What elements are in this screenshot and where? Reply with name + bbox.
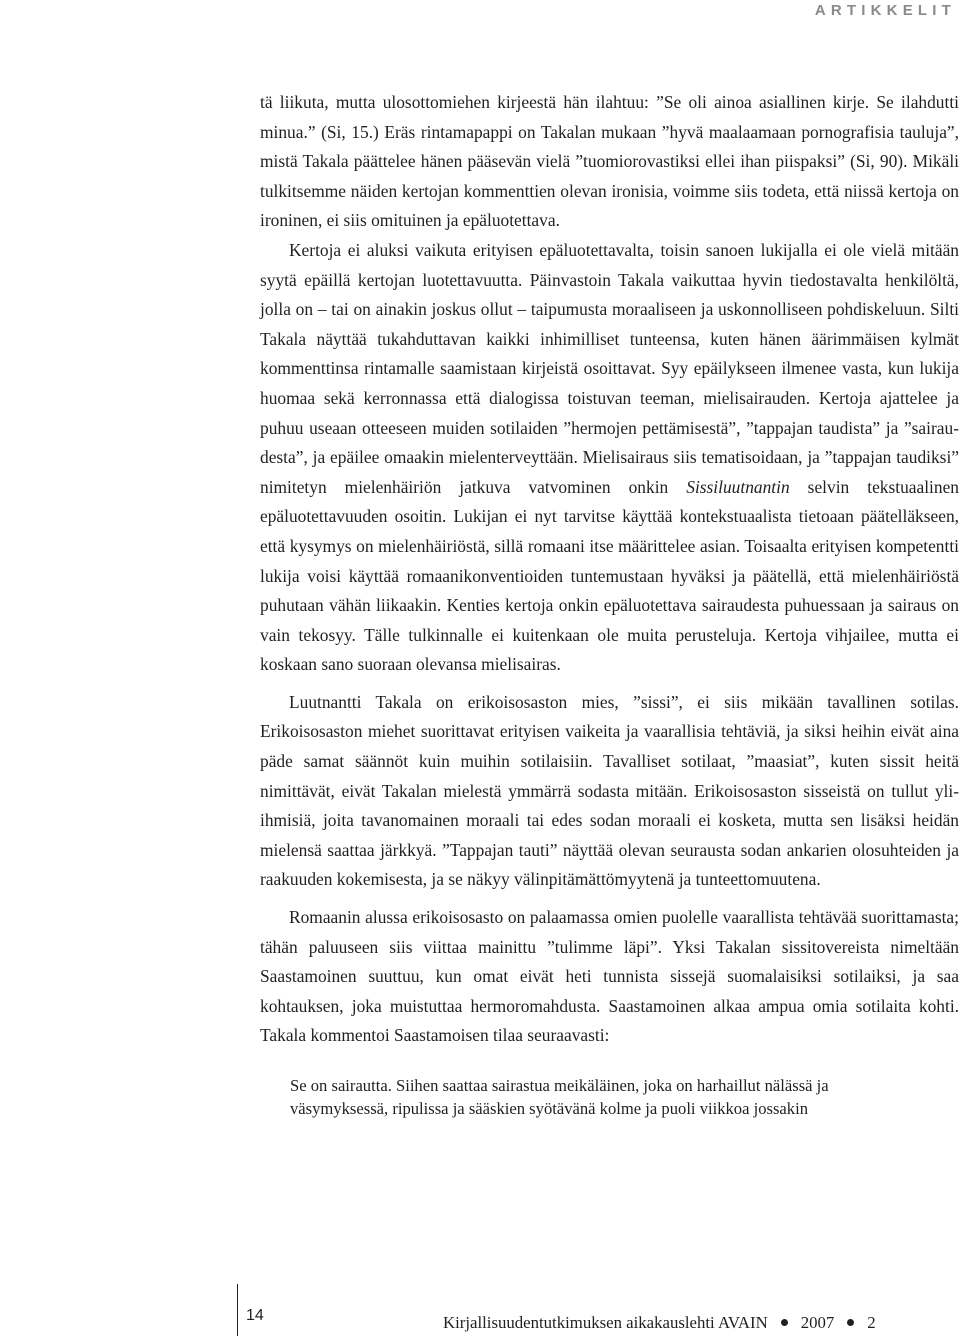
section-label: ARTIKKELIT xyxy=(814,2,956,19)
journal-year: 2007 xyxy=(800,1313,835,1332)
paragraph-text: Luutnantti Takala on erikoisosaston mies, ”sissi”, ei siis mikään tavallinen sotilas. Erikoisosaston miehet suorittavat erityisen vaikeita ja vaarallisia tehtäviä, ja siksi heihin eivät aina päde samat säännöt kuin muihin sotilaisiin. Tavalliset sotilaat, ”maasiat”, kuten sissit heitä nimittävät, eivät Takalan mielestä ymmärrä sodasta mitään. Erikoisosaston sisseistä on tullut yli-ihmisiä, joita tavanomainen moraali tai edes sodan moraali ei kosketa, mutta sen lisäksi heidän mielensä saattaa järkkyä. ”Tappajan tauti” näyttää olevan seurausta sodan ankarien olosuhteiden ja raakuuden kokemisesta, ja se näkyy välinpitämättömyytenä ja tunteettomuutena. xyxy=(260,691,959,890)
paragraph-text: tä liikuta, mutta ulosottomiehen kirjeestä hän ilahtuu: ”Se oli ainoa asiallinen kirje. Se ilahdutti minua.” (Si, 15.) Eräs rintamapappi on Takalan mukaan ”hyvä maalaamaan pornografisia tauluja”, mistä Takala päättelee hänen pääsevän vielä ”tuomiorovastiksi ellei ihan piispaksi” (Si, 90). Mikäli tulkitsemme näiden kertojan kommenttien olevan ironisia, voimme siis todeta, että niissä kertoja on ironinen, ei siis omituinen ja epäluotettava. xyxy=(260,92,959,231)
journal-issue: 2 xyxy=(867,1313,876,1332)
footer-divider xyxy=(237,1284,238,1336)
bullet-dot-icon xyxy=(847,1319,854,1326)
paragraph-2 xyxy=(260,236,959,680)
paragraph-text: selvin tekstuaalinen epäluotettavuuden osoitin. Lukijan ei nyt tarvitse käyttää kontekstuaalista tietoaan päätelläkseen, että kysymys on mielenhäiriöstä, sillä romaani itse määrittelee asian. Toisaalta erityisen kompetentti lukija voisi käyttää romaanikonventioiden tuntemustaan hyväksi ja päätellä, että mielenhäiriöstä puhutaan vähän liikaakin. Kenties kertoja onkin epäluotettava sairaudesta puhuessaan ja sairaus on vain tekosyy. Tälle tulkinnalle ei kuitenkaan ole muita perusteluja. Kertoja vihjailee, mutta ei koskaan sano suoraan olevansa mielisairas. xyxy=(260,476,959,675)
journal-name: Kirjallisuudentutkimuksen aikakauslehti AVAIN xyxy=(443,1313,768,1332)
book-title-italic: Sissiluutnantin xyxy=(686,476,790,497)
block-quote: Se on sairautta. Siihen saattaa sairastua meikäläinen, joka on harhaillut nälässä ja väsymyksessä, ripulissa ja sääskien syötävänä kolme ja puoli viikkoa jossakin xyxy=(290,1076,829,1118)
paragraph-4 xyxy=(260,903,959,1051)
paragraph-3 xyxy=(260,688,959,895)
paragraph-1 xyxy=(260,88,959,236)
article-body xyxy=(260,88,959,1120)
journal-footer xyxy=(443,1313,876,1333)
paragraph-text: Romaanin alussa erikoisosasto on palaamassa omien puolelle vaarallista tehtävää suorittamasta; tähän paluuseen siis viittaa mainittu ”tulimme läpi”. Yksi Takalan sissitovereista nimeltään Saastamoinen suuttuu, kun omat eivät heti tunnista sissejä suomalaisiksi sotilaiksi, ja saa kohtauksen, joka muistuttaa hermoromahdusta. Saastamoinen alkaa ampua omia sotilaita kohti. Takala kommentoi Saastamoisen tilaa seuraavasti: xyxy=(260,907,959,1046)
bullet-dot-icon xyxy=(781,1319,788,1326)
page-number: 14 xyxy=(246,1307,264,1324)
paragraph-text: Kertoja ei aluksi vaikuta erityisen epäluotettavalta, toisin sanoen lukijalla ei ole vielä mitään syytä epäillä kertojan luotettavuutta. Päinvastoin Takala vaikuttaa hyvin tiedostavalta henkilöltä, jolla on – tai on ainakin joskus ollut – taipumusta moraaliseen ja uskonnolliseen pohdiskeluun. Silti Takala näyttää tukahduttavan kaikki inhimilliset tunteensa, kuten hänen äärimmäisen kylmät kommenttinsa rintamalle saamistaan kirjeistä osoittavat. Syy epäilykseen ilmenee vasta, kun lukija huomaa sekä kerronnassa että dialogissa toistuvan teeman, mielisairauden. Kertoja ajattelee ja puhuu useaan otteeseen muiden sotilaiden ”hermojen pettämisestä”, ”tappajan taudista” ja ”sairaudesta”, ja epäilee omaakin mielenterveyttään. Mielisairaus siis tematisoidaan, ja ”tappajan taudiksi” nimitetyn mielenhäiriön jatkuva vatvominen onkin xyxy=(260,239,959,497)
